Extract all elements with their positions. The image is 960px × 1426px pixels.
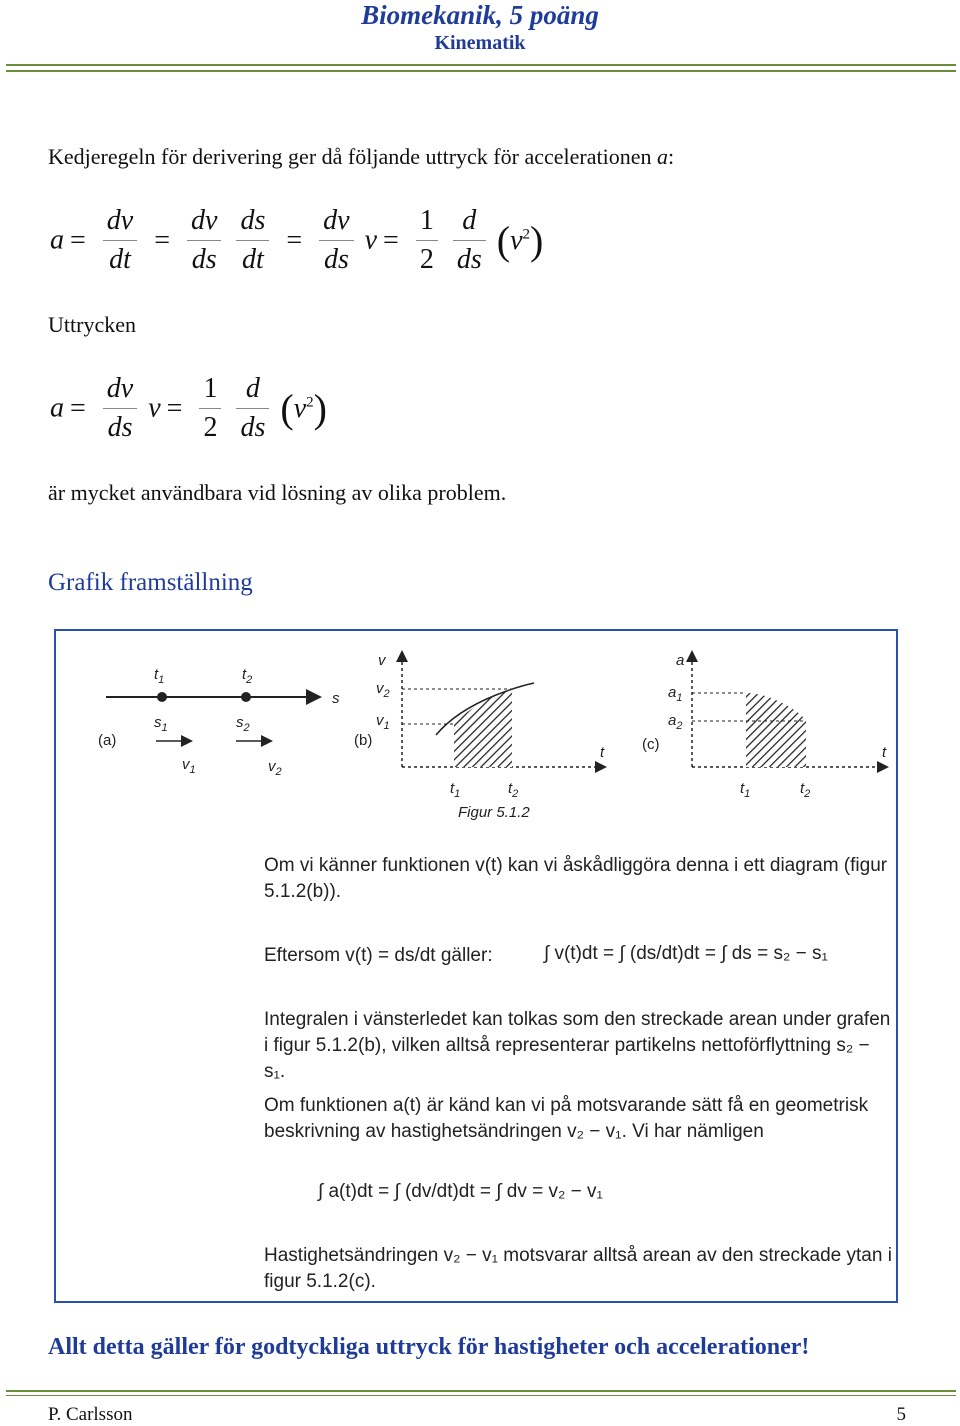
footer-page-number: 5: [896, 1404, 906, 1425]
svg-text:t1: $t_1$: [450, 780, 461, 800]
svg-text:v1: $v_1$: [376, 712, 390, 732]
usefulness-paragraph: är mycket användbara vid lösning av olika problem.: [48, 480, 507, 505]
panel-a: [98, 666, 340, 778]
svg-text:s2: $s_2$: [236, 714, 250, 734]
svg-text:t2: $t_2$: [508, 780, 519, 800]
svg-text:a1: $a_1$: [668, 684, 683, 704]
svg-text:t2: $t_2$: [242, 666, 253, 686]
equation-acceleration: a = $\frac{dv}{ds}$ v = $\frac{1}{2}$ $\frac{d}{ds}$ $(v^2)$: [50, 370, 327, 447]
footer-rule: [6, 1390, 956, 1396]
svg-text:t: t: [882, 744, 887, 761]
svg-text:t: t: [600, 744, 605, 761]
svg-text:Figur 5.1.2: Figur 5.1.2: [458, 804, 530, 821]
equation-chain-rule: a = $\frac{dv}{dt}$ = $\frac{dv}{ds}$ $\frac{ds}{dt}$ = $\frac{dv}{ds}$ v = $\frac{1}{2}$ $\frac{d}{ds}$ $(v^2)$: [50, 202, 543, 279]
svg-text:(a): (a): [98, 732, 117, 749]
svg-text:s: s: [332, 690, 340, 707]
conclusion-statement: Allt detta gäller för godtyckliga uttryck för hastigheter och accelerationer!: [48, 1334, 810, 1360]
intro-paragraph: Kedjeregeln för derivering ger då följande uttryck för accelerationen a:: [48, 144, 675, 169]
header-rule: [6, 64, 956, 72]
panel-b: [354, 652, 605, 821]
svg-text:v2: $v_2$: [376, 680, 390, 700]
svg-text:v2: $v_2$: [268, 758, 282, 778]
figure-paragraph-2: Integralen i vänsterledet kan tolkas som den streckade arean under grafen i figur 5.1.2(b), vilken alltså representerar partikelns nettoförflyttning s₂ − s₁.: [264, 1009, 891, 1082]
figure-box: [54, 629, 898, 1303]
figure-paragraph-3: Om funktionen a(t) är känd kan vi på motsvarande sätt få en geometrisk beskrivning av hastighetsändringen v₂ − v₁. Vi har nämligen: [264, 1095, 869, 1142]
panel-c: [642, 652, 887, 800]
svg-text:s1: $s_1$: [154, 714, 168, 734]
footer-author: P. Carlsson: [48, 1404, 133, 1425]
document-title: Biomekanik, 5 poäng: [361, 0, 599, 30]
document-subtitle: Kinematik: [434, 32, 526, 54]
figure-eftersom: Eftersom v(t) = ds/dt gäller:: [264, 945, 493, 966]
figure-formula-2: ∫ a(t)dt = ∫ (dv/dt)dt = ∫ dv = v₂ − v₁: [318, 1181, 603, 1202]
svg-text:a: a: [676, 652, 685, 669]
svg-text:a2: $a_2$: [668, 712, 683, 732]
section-heading: Grafik framställning: [48, 569, 253, 596]
page-header: [0, 0, 960, 56]
svg-text:(b): (b): [354, 732, 373, 749]
svg-text:t1: $t_1$: [154, 666, 165, 686]
svg-text:t2: $t_2$: [800, 780, 811, 800]
svg-text:v1: $v_1$: [182, 756, 196, 776]
figure-paragraph-4: Hastighetsändringen v₂ − v₁ motsvarar alltså arean av den streckade ytan i figur 5.1.2(c).: [264, 1245, 892, 1292]
svg-text:t1: $t_1$: [740, 780, 751, 800]
figure-formula-1: ∫ v(t)dt = ∫ (ds/dt)dt = ∫ ds = s₂ − s₁: [544, 943, 828, 964]
svg-text:(c): (c): [642, 736, 660, 753]
figure-paragraph-1: Om vi känner funktionen v(t) kan vi åskådliggöra denna i ett diagram (figur 5.1.2(b)).: [264, 855, 888, 902]
uttrycken-label: Uttrycken: [48, 312, 136, 337]
svg-text:v: v: [378, 652, 386, 669]
